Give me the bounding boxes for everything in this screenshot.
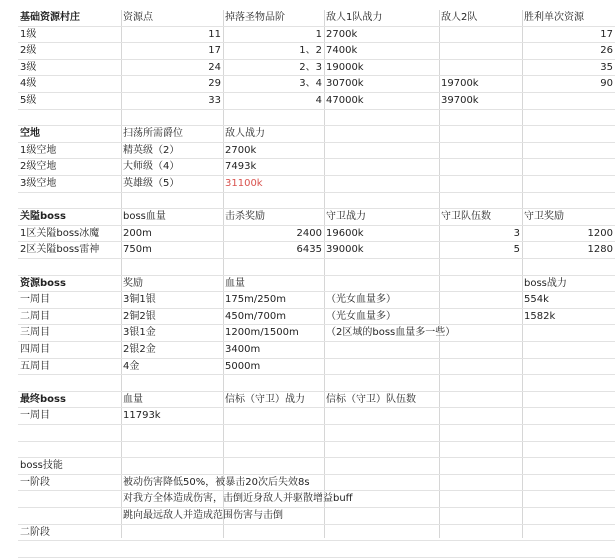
row-gridline <box>18 407 615 408</box>
data-cell[interactable]: 英雄级（5） <box>123 178 180 189</box>
row-gridline <box>18 391 615 392</box>
data-cell[interactable]: 6435 <box>296 244 322 256</box>
row-gridline <box>18 524 615 525</box>
header-cell[interactable]: 扫荡所需爵位 <box>123 128 183 140</box>
header-cell[interactable]: 胜利单次资源 <box>524 12 584 23</box>
data-cell[interactable]: 450m/700m <box>225 310 287 322</box>
header-cell[interactable]: 奖励 <box>123 277 143 289</box>
row-label-cell[interactable]: 一周目 <box>20 294 50 306</box>
header-cell[interactable]: 空地 <box>20 128 40 140</box>
skill-description-cell[interactable]: 对我方全体造成伤害，击倒近身敌人并驱散增益buff <box>123 493 353 505</box>
header-cell[interactable]: 击杀奖励 <box>225 211 265 223</box>
header-cell[interactable]: 守卫奖励 <box>524 211 564 223</box>
data-cell[interactable]: 精英级（2） <box>123 144 180 156</box>
header-cell[interactable]: boss技能 <box>20 460 63 472</box>
data-cell[interactable]: 1582k <box>524 310 556 322</box>
row-label-cell[interactable]: 3级空地 <box>20 178 57 189</box>
data-cell[interactable]: 2700k <box>326 28 358 40</box>
data-cell[interactable]: 19700k <box>441 78 479 90</box>
data-cell[interactable]: 554k <box>524 294 549 306</box>
data-cell[interactable]: 5000m <box>225 360 261 372</box>
row-label-cell[interactable]: 4级 <box>20 78 37 90</box>
data-cell[interactable]: 750m <box>123 244 152 256</box>
data-cell[interactable]: 7400k <box>326 45 358 57</box>
data-cell[interactable]: 3 <box>513 227 520 239</box>
header-cell[interactable]: 血量 <box>225 277 245 289</box>
data-cell[interactable]: 11793k <box>123 410 161 422</box>
data-cell[interactable]: （2区域的boss血量多一些） <box>326 327 456 339</box>
skill-description-cell[interactable]: 被动伤害降低50%，被暴击20次后失效8s <box>123 476 310 488</box>
header-cell[interactable]: 基础资源村庄 <box>20 12 80 23</box>
data-cell[interactable]: 17 <box>208 45 221 57</box>
row-label-cell[interactable]: 五周目 <box>20 360 50 372</box>
data-cell[interactable]: 3铜1银 <box>123 294 156 306</box>
data-cell[interactable]: 2400 <box>296 227 322 239</box>
row-label-cell[interactable]: 二周目 <box>20 310 50 322</box>
data-cell[interactable]: 30700k <box>326 78 364 90</box>
row-gridline <box>18 192 615 193</box>
row-label-cell[interactable]: 一阶段 <box>20 476 50 488</box>
data-cell[interactable]: 47000k <box>326 95 364 106</box>
row-label-cell[interactable]: 二阶段 <box>20 526 50 538</box>
data-cell[interactable]: 31100k <box>225 178 263 189</box>
row-label-cell[interactable]: 1区关隘boss冰魔 <box>20 227 100 239</box>
row-gridline <box>18 125 615 126</box>
header-cell[interactable]: boss血量 <box>123 211 166 223</box>
header-cell[interactable]: 信标（守卫）战力 <box>225 393 305 405</box>
header-cell[interactable]: 掉落圣物品阶 <box>225 12 285 23</box>
row-gridline <box>18 540 615 541</box>
row-gridline <box>18 158 615 159</box>
data-cell[interactable]: 19000k <box>326 61 364 73</box>
data-cell[interactable]: 1、2 <box>299 45 322 57</box>
data-cell[interactable]: 19600k <box>326 227 364 239</box>
row-gridline <box>18 441 615 442</box>
data-cell[interactable]: 1200 <box>587 227 613 239</box>
data-cell[interactable]: 39700k <box>441 95 479 106</box>
row-gridline <box>18 175 615 176</box>
header-cell[interactable]: 敌人2队 <box>441 12 478 23</box>
data-cell[interactable]: 5 <box>513 244 520 256</box>
row-label-cell[interactable]: 2级空地 <box>20 161 57 173</box>
row-label-cell[interactable]: 2区关隘boss雷神 <box>20 244 100 256</box>
row-gridline <box>18 424 615 425</box>
data-cell[interactable]: 1200m/1500m <box>225 327 299 339</box>
data-cell[interactable]: 29 <box>208 78 221 90</box>
data-cell[interactable]: 1 <box>315 28 322 40</box>
data-cell[interactable]: 33 <box>208 95 221 106</box>
row-label-cell[interactable]: 1级空地 <box>20 144 57 156</box>
data-cell[interactable]: 2银2金 <box>123 344 156 355</box>
header-cell[interactable]: 最终boss <box>20 393 66 405</box>
row-label-cell[interactable]: 1级 <box>20 28 37 40</box>
data-cell[interactable]: 90 <box>600 78 613 90</box>
row-gridline <box>18 341 615 342</box>
data-cell[interactable]: 2铜2银 <box>123 310 156 322</box>
skill-description-cell[interactable]: 跳向最远敌人并造成范围伤害与击倒 <box>123 510 283 521</box>
row-label-cell[interactable]: 四周目 <box>20 344 50 355</box>
data-cell[interactable]: （光女血量多） <box>326 294 396 306</box>
data-cell[interactable]: 4 <box>315 95 322 106</box>
header-cell[interactable]: 守卫队伍数 <box>441 211 491 223</box>
data-cell[interactable]: 175m/250m <box>225 294 287 306</box>
row-gridline <box>18 142 615 143</box>
header-cell[interactable]: 守卫战力 <box>326 211 366 223</box>
data-cell[interactable]: 17 <box>600 28 613 40</box>
row-gridline <box>18 457 615 458</box>
row-label-cell[interactable]: 5级 <box>20 95 37 106</box>
spreadsheet <box>18 10 615 538</box>
data-cell[interactable]: 2、3 <box>299 61 322 73</box>
header-cell[interactable]: 信标（守卫）队伍数 <box>326 393 416 405</box>
data-cell[interactable]: 7493k <box>225 161 257 173</box>
header-cell[interactable]: boss战力 <box>524 277 567 289</box>
data-cell[interactable]: （光女血量多） <box>326 310 396 322</box>
header-cell[interactable]: 资源boss <box>20 277 66 289</box>
data-cell[interactable]: 4金 <box>123 360 140 372</box>
data-cell[interactable]: 3银1金 <box>123 327 156 339</box>
header-cell[interactable]: 关隘boss <box>20 211 66 223</box>
row-label-cell[interactable]: 2级 <box>20 45 37 57</box>
row-label-cell[interactable]: 三周目 <box>20 327 50 339</box>
data-cell[interactable]: 大师级（4） <box>123 161 180 173</box>
data-cell[interactable]: 200m <box>123 227 152 239</box>
row-label-cell[interactable]: 一周目 <box>20 410 50 422</box>
row-label-cell[interactable]: 3级 <box>20 61 37 73</box>
header-cell[interactable]: 资源点 <box>123 12 153 23</box>
data-cell[interactable]: 3400m <box>225 344 261 355</box>
header-cell[interactable]: 敌人1队战力 <box>326 12 383 23</box>
row-gridline <box>18 474 615 475</box>
data-cell[interactable]: 39000k <box>326 244 364 256</box>
data-cell[interactable]: 1280 <box>587 244 613 256</box>
data-cell[interactable]: 35 <box>600 61 613 73</box>
data-cell[interactable]: 3、4 <box>299 78 322 90</box>
header-cell[interactable]: 敌人战力 <box>225 128 265 140</box>
row-gridline <box>18 358 615 359</box>
data-cell[interactable]: 26 <box>600 45 613 57</box>
data-cell[interactable]: 24 <box>208 61 221 73</box>
data-cell[interactable]: 2700k <box>225 144 257 156</box>
data-cell[interactable]: 11 <box>208 28 221 40</box>
header-cell[interactable]: 血量 <box>123 393 143 405</box>
row-gridline <box>18 374 615 375</box>
